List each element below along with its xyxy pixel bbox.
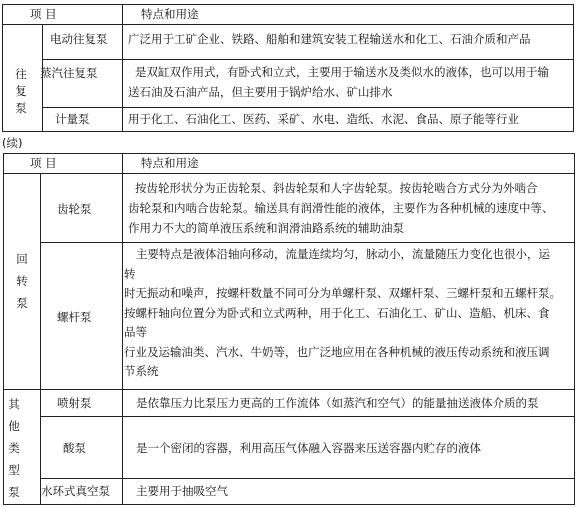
row-name: 酸泵 xyxy=(63,441,86,455)
group-label-rotary: 回转泵 xyxy=(16,252,28,310)
row-desc: 是依靠压力比泵压力更高的工作流体（如蒸汽和空气）的能量抽送液体介质的泵 xyxy=(136,396,539,410)
header-item: 项 目 xyxy=(30,7,57,21)
group-label-reciprocating: 往复泵 xyxy=(15,67,27,115)
row-desc: 广泛用于工矿企业、铁路、船舶和建筑安装工程输送水和化工、石油介质和产品 xyxy=(128,32,531,46)
row-desc: 是双缸双作用式，有卧式和立式，主要用于输送水及类似水的液体，也可以用于输 送石油及石油产品，但主要用于锅炉给水、矿山排水 xyxy=(128,65,549,99)
row-desc: 主要用于抽吸空气 xyxy=(136,484,228,498)
row-name: 蒸汽往复泵 xyxy=(40,66,98,80)
group-label-other: 其他类型泵 xyxy=(8,397,20,499)
continued-label: (续) xyxy=(2,136,23,150)
row-name: 计量泵 xyxy=(55,112,90,126)
row-name: 齿轮泵 xyxy=(57,202,92,216)
row-name: 电动往复泵 xyxy=(50,32,108,46)
row-name: 螺杆泵 xyxy=(57,310,92,324)
row-desc: 用于化工、石油化工、医药、采矿、水电、造纸、水泥、食品、原子能等行业 xyxy=(128,112,519,126)
row-desc-gear: 按齿轮形状分为正齿轮泵、斜齿轮泵和人字齿轮泵。按齿轮啮合方式分为外啮合 齿轮泵和内啮合齿轮泵。输送具有润滑性能的液体，主要作为各种机械的速度中等、 作用力不大的简单液压系统和润滑油路系统的辅助油泵 xyxy=(128,181,554,235)
row-name: 水环式真空泵 xyxy=(41,484,110,498)
row-name: 喷射泵 xyxy=(57,396,92,410)
row-desc: 是一个密闭的容器，利用高压气体融入容器来压送容器内贮存的液体 xyxy=(136,441,481,455)
row-desc-screw: 主要特点是液体沿轴向移动，流量连续均匀，脉动小，流量随压力变化也很小，运 转 时无振动和噪声，按螺杆数量不同可分为单螺杆泵、双螺杆泵、三螺杆泵和五螺杆泵。 按螺杆轴向位置分为卧式和立式两种，用于化工、石油化工、矿山、造船、机床、食 品等 行业及运输油类、汽水、牛奶等，也广泛地应用在各种机械的液压传动系统和液压调 节系统 xyxy=(124,247,561,378)
header-feature: 特点和用途 xyxy=(141,156,199,170)
header-item: 项 目 xyxy=(30,156,57,170)
header-feature: 特点和用途 xyxy=(141,7,199,21)
